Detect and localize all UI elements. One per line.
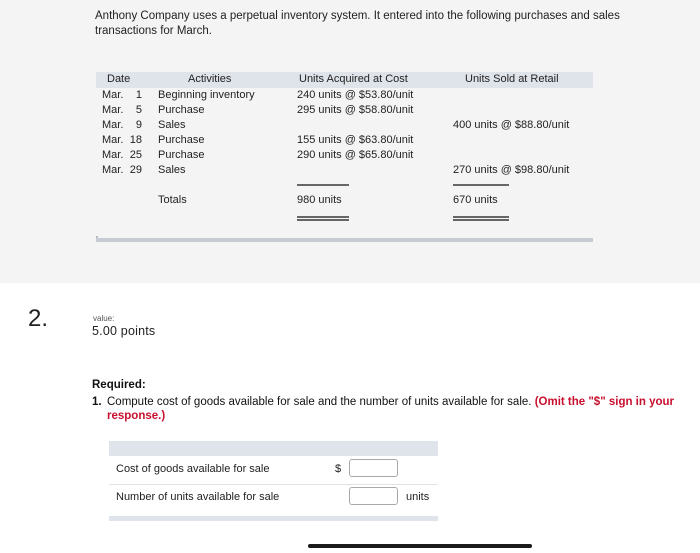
subtotal-rule-sold <box>453 184 509 186</box>
cogs-label: Cost of goods available for sale <box>116 463 270 475</box>
answer-table-header <box>109 441 438 456</box>
answer-row-divider <box>109 484 438 485</box>
header-date: Date <box>107 73 131 85</box>
row-sold: 270 units @ $98.80/unit <box>453 164 570 176</box>
row-activity: Sales <box>158 164 186 176</box>
row-activity: Sales <box>158 119 186 131</box>
requirement-text: Compute cost of goods available for sale and the number of units available for sale. <box>107 396 532 408</box>
row-acquired: 240 units @ $53.80/unit <box>297 89 414 101</box>
row-sold: 400 units @ $88.80/unit <box>453 119 570 131</box>
value-label: value: <box>93 314 115 323</box>
totals-label: Totals <box>158 194 187 206</box>
row-day: 1 <box>135 89 142 101</box>
answer-table-footer <box>109 516 438 521</box>
units-available-input[interactable] <box>349 487 398 505</box>
row-day: 29 <box>129 164 142 176</box>
currency-symbol: $ <box>335 463 342 475</box>
requirement-item <box>92 395 682 423</box>
units-suffix: units <box>406 491 430 503</box>
intro-text: Anthony Company uses a perpetual inventory system. It entered into the following purchases and sales transactions for March. <box>95 10 620 37</box>
table-bottom-rule <box>96 238 593 242</box>
header-activities: Activities <box>188 73 232 85</box>
table-header <box>96 72 593 88</box>
totals-sold: 670 units <box>453 194 498 206</box>
row-day: 5 <box>135 104 142 116</box>
row-acquired: 295 units @ $58.80/unit <box>297 104 414 116</box>
row-activity: Beginning inventory <box>158 89 255 101</box>
row-day: 18 <box>129 134 142 146</box>
row-month: Mar. <box>102 104 124 116</box>
total-double-rule-acquired <box>297 216 349 221</box>
points-value: 5.00 points <box>92 324 156 338</box>
requirement-note: (Omit the "$" sign in your response.) <box>107 396 675 422</box>
row-acquired: 155 units @ $63.80/unit <box>297 134 414 146</box>
row-month: Mar. <box>102 164 124 176</box>
row-activity: Purchase <box>158 149 205 161</box>
row-month: Mar. <box>102 134 124 146</box>
units-available-label: Number of units available for sale <box>116 491 280 503</box>
row-day: 25 <box>129 149 142 161</box>
row-month: Mar. <box>102 149 124 161</box>
row-acquired: 290 units @ $65.80/unit <box>297 149 414 161</box>
requirement-number: 1. <box>92 396 102 408</box>
subtotal-rule-acquired <box>297 184 349 186</box>
row-day: 9 <box>135 119 142 131</box>
row-activity: Purchase <box>158 134 205 146</box>
row-activity: Purchase <box>158 104 205 116</box>
question-number: 2. <box>28 305 49 332</box>
row-month: Mar. <box>102 89 124 101</box>
total-double-rule-sold <box>453 216 509 221</box>
header-units-sold: Units Sold at Retail <box>465 73 559 85</box>
required-heading: Required: <box>92 379 146 391</box>
header-units-acquired: Units Acquired at Cost <box>299 73 408 85</box>
horizontal-scrollbar[interactable] <box>308 544 532 548</box>
row-month: Mar. <box>102 119 124 131</box>
cogs-input[interactable] <box>349 459 398 477</box>
totals-acquired: 980 units <box>297 194 342 206</box>
